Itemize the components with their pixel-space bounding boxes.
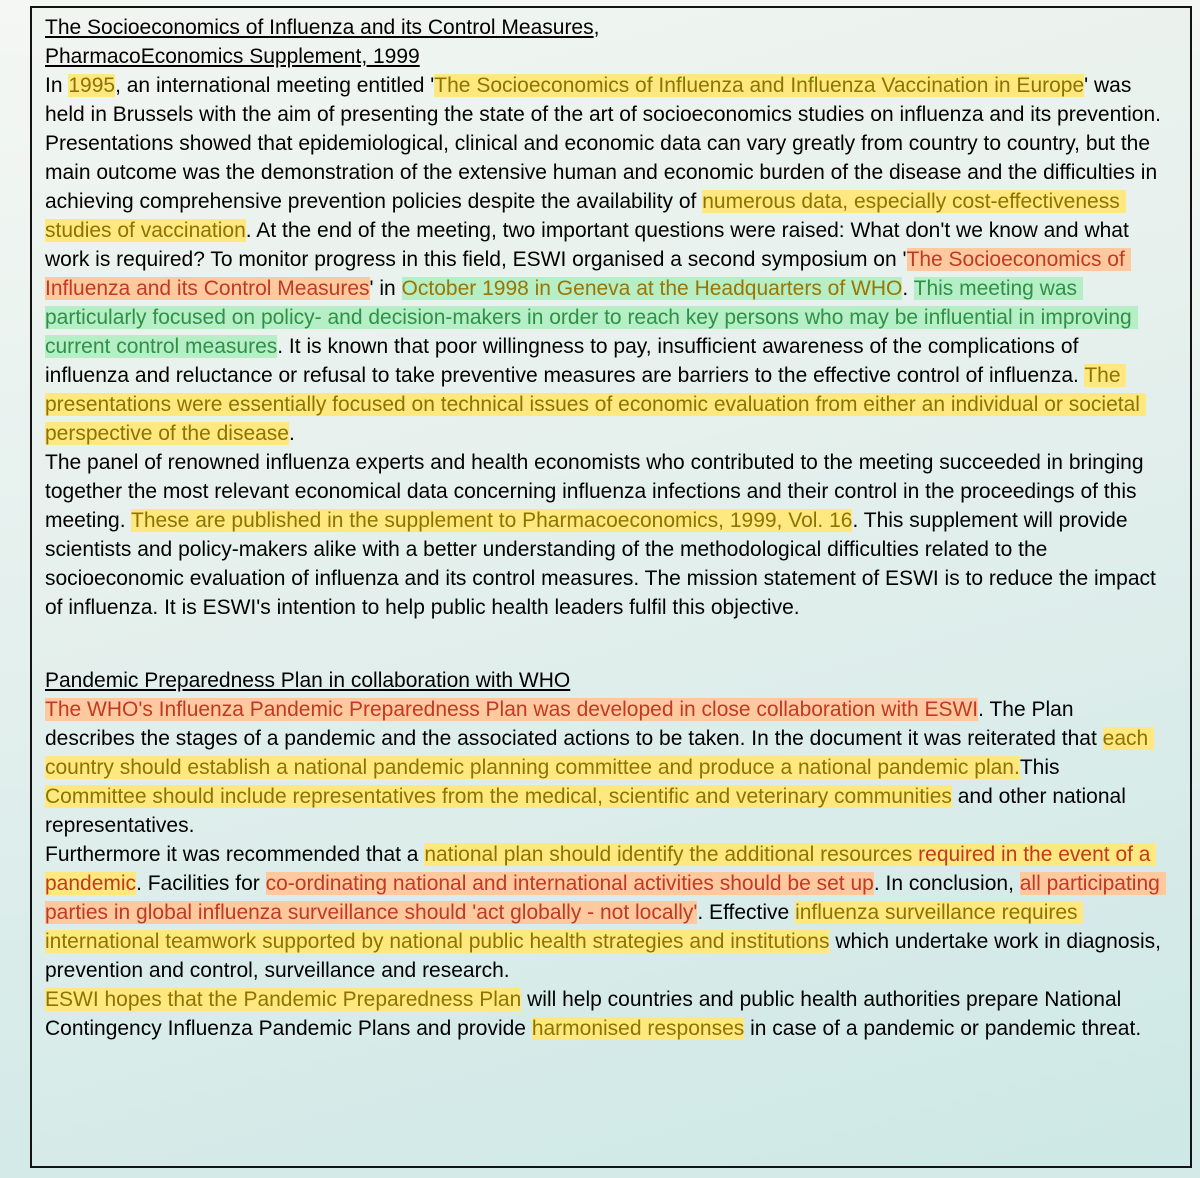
text-run: will help countries and public health authorities prepare National Contingency Influenza Pandemic Plans and provide	[45, 988, 1128, 1040]
highlighted-text-hl-yellow: national plan should identify the additional resources	[424, 843, 919, 866]
document-content	[45, 13, 1166, 1043]
text-run: and other national representatives.	[45, 785, 1132, 837]
highlighted-text-hl-yellow: These are published in the supplement to Pharmacoeconomics, 1999, Vol. 16	[131, 509, 853, 532]
highlighted-text-hl-yellow: The Socioeconomics of Influenza and Influenza Vaccination in Europe	[434, 74, 1085, 97]
text-run: Furthermore it was recommended that a	[45, 843, 425, 866]
highlighted-text-hl-orange: all participating parties in global influenza surveillance should 'act globally - not locally'	[45, 872, 1166, 924]
highlighted-text-hl-yellow: The presentations were essentially focused on technical issues of economic evaluation from either an individual or societal perspective of the disease	[45, 364, 1146, 445]
text-run: This	[1019, 756, 1066, 779]
text-run: The panel of renowned influenza experts and health economists who contributed to the meeting succeeded in bringing together the most relevant economical data concerning influenza infections and their control in the proceedings of this meeting.	[45, 451, 1150, 532]
pandemic-paragraph-1	[45, 695, 1166, 840]
text-run: . This supplement will provide scientists and policy-makers alike with a better understanding of the methodological difficulties related to the socioeconomic evaluation of influenza and its control measures. The mission statement of ESWI is to reduce the impact of influenza. It is ESWI's intention to help public health leaders fulfil this objective.	[45, 509, 1162, 619]
text-run: ' was held in Brussels with the aim of presenting the state of the art of socioeconomics studies on influenza and its prevention. Presentations showed that epidemiological, clinical and economic data can vary greatly from country to country, but the main outcome was the demonstration of the extensive human and economic burden of the disease and the difficulties in achieving comprehensive prevention policies despite the availability of	[45, 74, 1167, 213]
pandemic-paragraph-2	[45, 840, 1166, 985]
highlighted-text-hl-orange: co-ordinating national and international activities should be set up	[265, 872, 874, 895]
highlighted-text-hl-yellow: each country should establish a national pandemic planning committee and produce a national pandemic plan.	[45, 727, 1155, 779]
text-run: . The Plan describes the stages of a pandemic and the associated actions to be taken. In the document it was reiterated that	[45, 698, 1103, 750]
document-page	[30, 6, 1192, 1168]
closing-paragraph	[45, 985, 1166, 1043]
text-run: which undertake work in diagnosis, prevention and control, surveillance and research.	[45, 930, 1167, 982]
section-heading-pandemic-plan	[45, 666, 1166, 695]
text-run: .	[288, 422, 295, 445]
text-run: . Effective	[697, 901, 796, 924]
highlighted-text-hl-orange: The Socioeconomics of Influenza and its Control Measures	[45, 248, 1131, 300]
blank-line	[45, 622, 1166, 666]
highlighted-text-hl-yellow: harmonised responses	[531, 1017, 745, 1040]
text-run: ' in	[369, 277, 402, 300]
highlighted-text-hl-orange: The WHO's Influenza Pandemic Preparedness Plan was developed in close collaboration with ESWI	[45, 698, 979, 721]
underlined-heading-text: PharmacoEconomics Supplement, 1999	[45, 45, 420, 68]
title-line-2	[45, 42, 1166, 71]
highlighted-text-hl-green-olive: October 1998 in Geneva at the Headquarters of WHO	[401, 277, 903, 300]
highlighted-text-hl-yellow: Committee should include representatives from the medical, scientific and veterinary communities	[45, 785, 952, 808]
text-run: ,	[593, 16, 600, 39]
highlighted-text-hl-yellow: influenza surveillance requires international teamwork supported by national public health strategies and institutions	[45, 901, 1084, 953]
intro-paragraph	[45, 71, 1166, 448]
text-run: In	[45, 74, 69, 97]
title-line-1	[45, 13, 1166, 42]
text-run: .	[902, 277, 914, 300]
text-run: . It is known that poor willingness to pay, insufficient awareness of the complications of influenza and reluctance or refusal to take preventive measures are barriers to the effective control of influenza.	[45, 335, 1085, 387]
highlighted-text-hl-yellow: 1995	[68, 74, 116, 97]
text-run: . Facilities for	[136, 872, 266, 895]
highlighted-text-hl-yellow-red: required in the event of a pandemic	[45, 843, 1157, 895]
text-run: , an international meeting entitled '	[115, 74, 435, 97]
panel-paragraph	[45, 448, 1166, 622]
highlighted-text-hl-yellow: ESWI hopes that the Pandemic Preparedness Plan	[45, 988, 522, 1011]
highlighted-text-hl-yellow: numerous data, especially cost-effectiveness studies of vaccination	[45, 190, 1126, 242]
text-run: in case of a pandemic or pandemic threat.	[744, 1017, 1142, 1040]
underlined-heading-text: Pandemic Preparedness Plan in collaboration with WHO	[45, 669, 571, 692]
text-run: . In conclusion,	[873, 872, 1020, 895]
text-run: . At the end of the meeting, two important questions were raised: What don't we know and what work is required? To monitor progress in this field, ESWI organised a second symposium on '	[45, 219, 1135, 271]
highlighted-text-hl-green: This meeting was particularly focused on policy- and decision-makers in order to reach key persons who may be influential in improving current control measures	[45, 277, 1138, 358]
underlined-heading-text: The Socioeconomics of Influenza and its Control Measures	[45, 16, 594, 39]
